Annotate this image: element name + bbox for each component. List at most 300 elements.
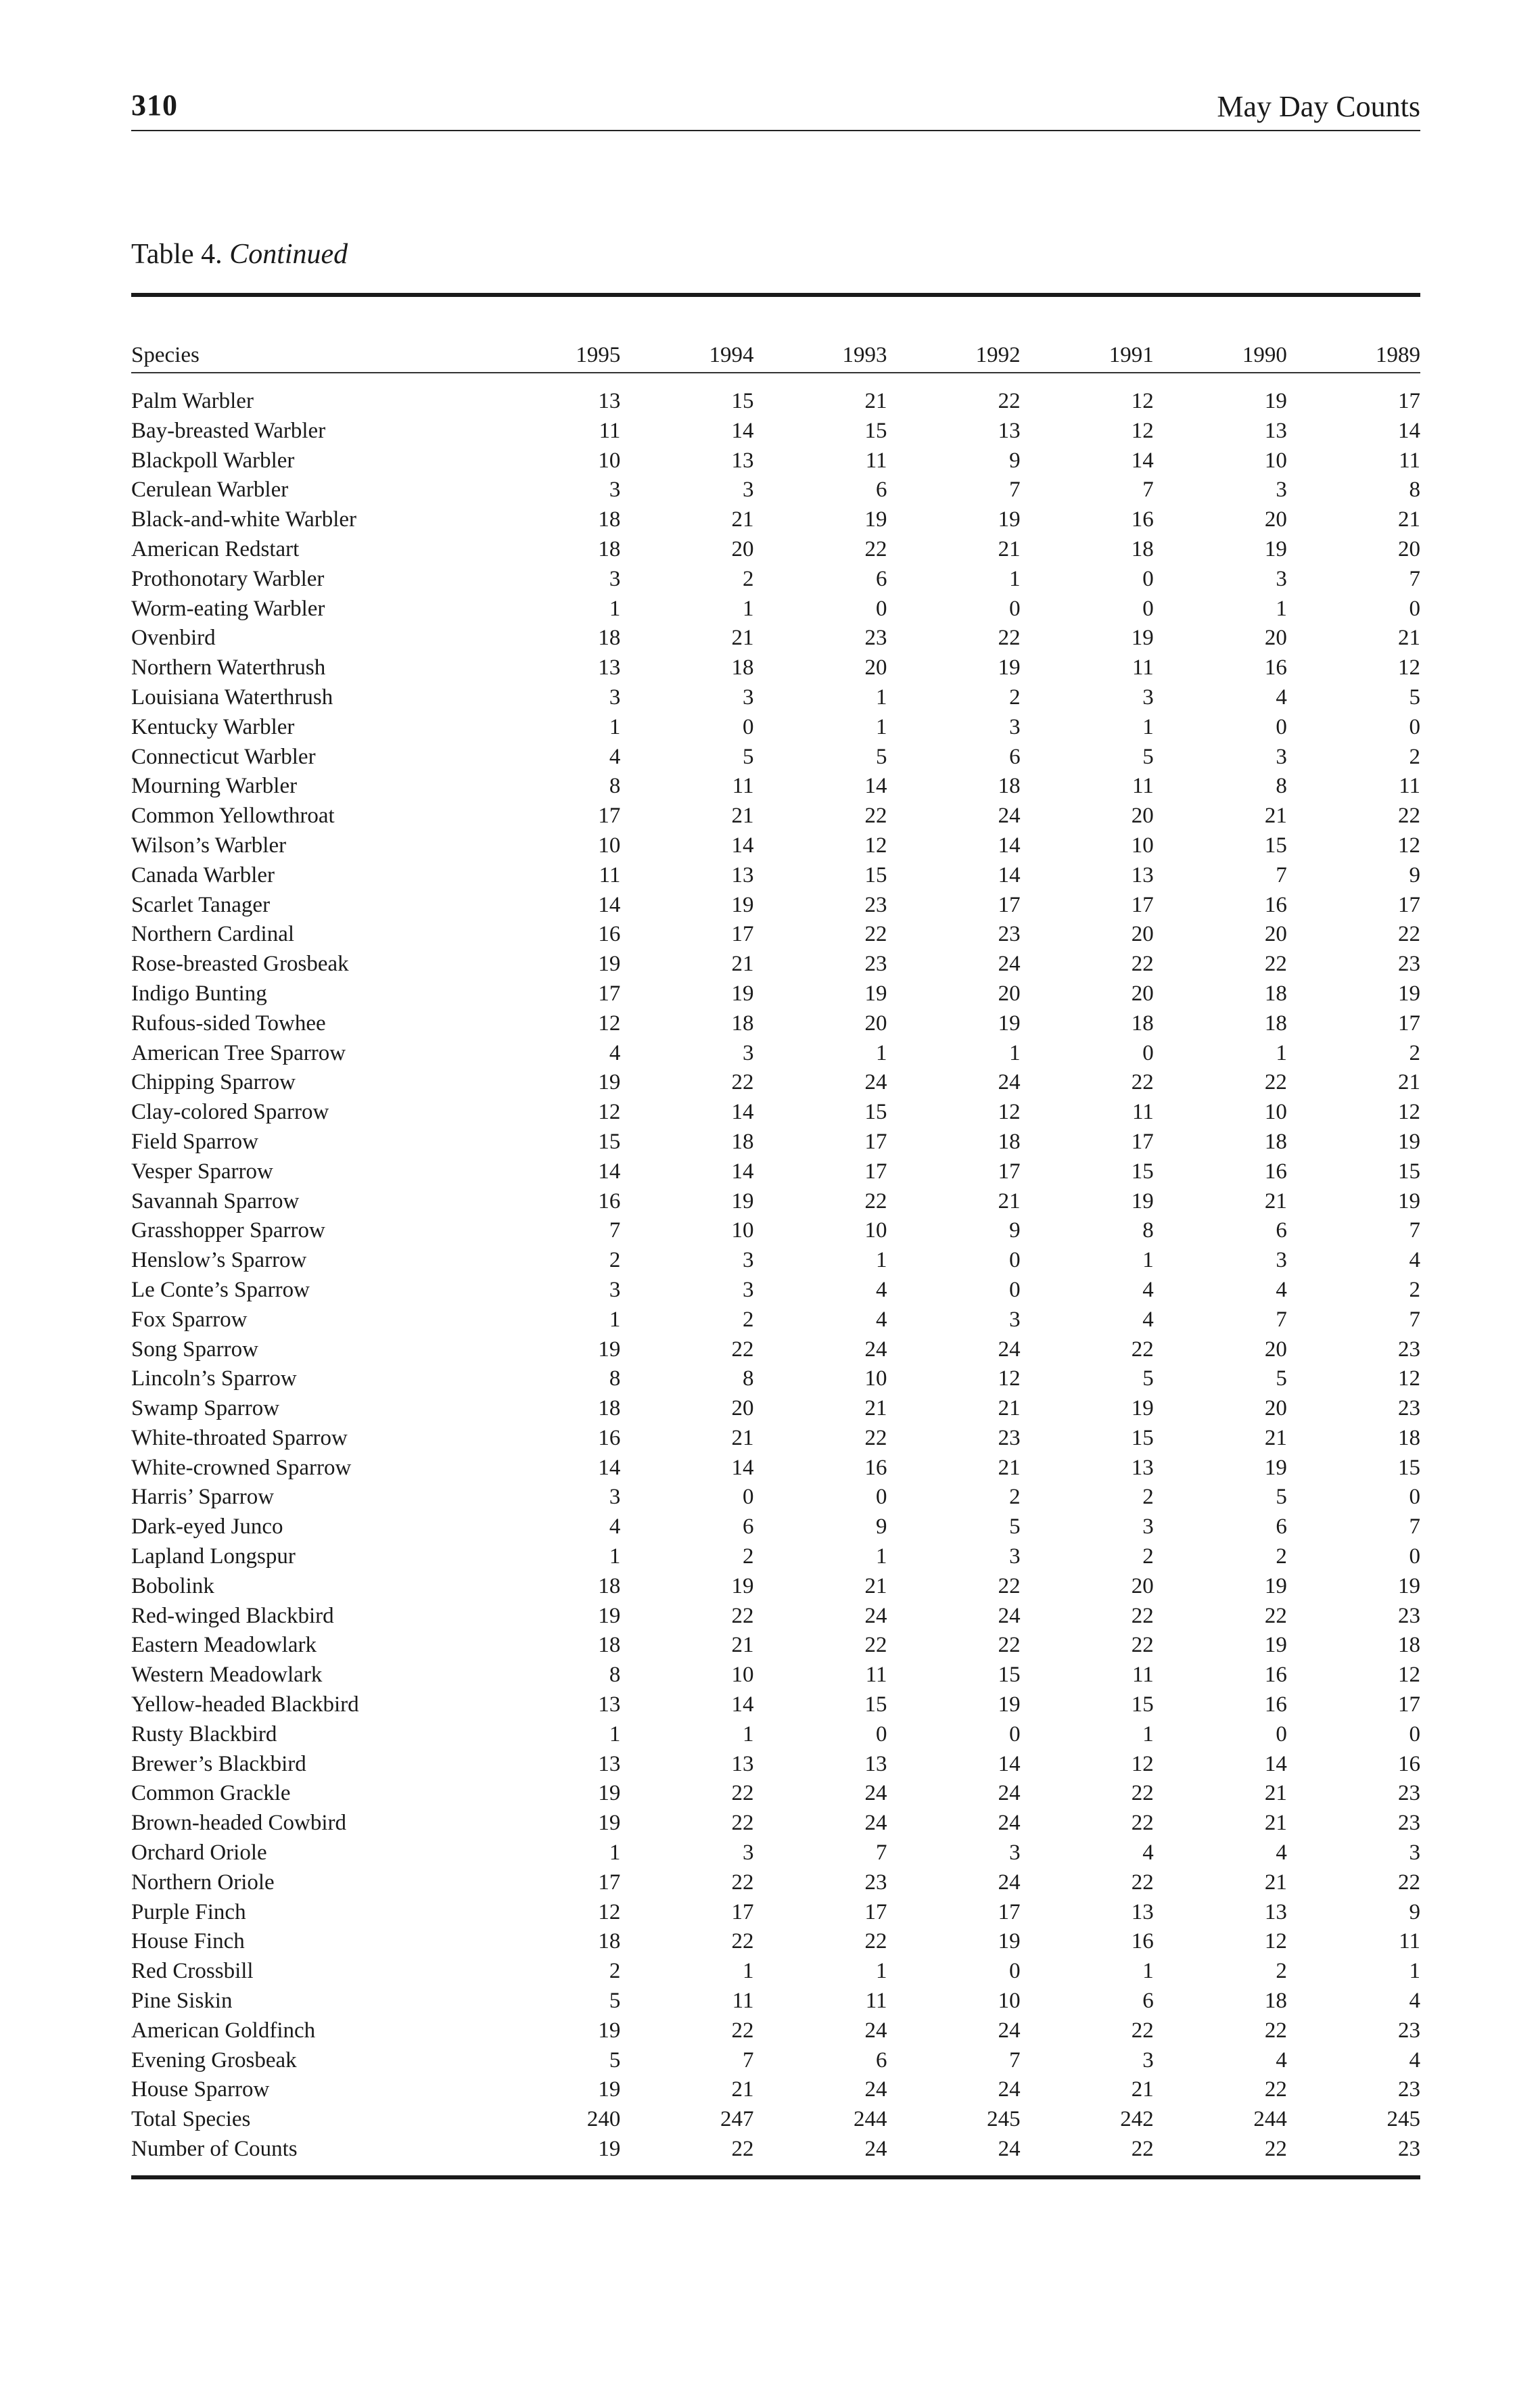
count-cell: 15 xyxy=(998,1663,1021,1688)
count-cell: 17 xyxy=(1398,1011,1420,1036)
count-cell: 13 xyxy=(598,1751,621,1776)
count-cell: 0 xyxy=(1276,714,1287,739)
count-cell: 22 xyxy=(1398,922,1420,947)
count-cell: 21 xyxy=(1264,1811,1287,1836)
species-name: Dark-eyed Junco xyxy=(131,1514,283,1539)
species-name: Bobolink xyxy=(131,1573,214,1598)
count-cell: 13 xyxy=(864,1751,887,1776)
count-cell: 24 xyxy=(998,952,1021,977)
count-cell: 19 xyxy=(998,507,1021,532)
count-cell: 21 xyxy=(864,389,887,413)
count-cell: 21 xyxy=(864,1396,887,1421)
count-cell: 22 xyxy=(731,1870,754,1895)
table-row xyxy=(131,1631,1420,1661)
table-row xyxy=(131,2046,1420,2076)
count-cell: 15 xyxy=(864,1692,887,1717)
species-name: Pine Siskin xyxy=(131,1989,233,2014)
count-cell: 19 xyxy=(998,1011,1021,1036)
count-cell: 17 xyxy=(1131,892,1154,917)
count-cell: 20 xyxy=(1398,536,1420,561)
count-cell: 10 xyxy=(864,1218,887,1243)
count-cell: 8 xyxy=(609,1663,621,1688)
count-cell: 19 xyxy=(998,1692,1021,1717)
count-cell: 7 xyxy=(1409,1218,1420,1243)
count-cell: 0 xyxy=(1009,596,1021,621)
count-cell: 4 xyxy=(1142,1277,1154,1302)
count-cell: 8 xyxy=(1409,478,1420,503)
species-name: Rose-breasted Grosbeak xyxy=(131,952,349,977)
count-cell: 19 xyxy=(598,2018,621,2043)
count-cell: 23 xyxy=(864,626,887,651)
count-cell: 24 xyxy=(998,1870,1021,1895)
count-cell: 5 xyxy=(1142,744,1154,769)
count-cell: 2 xyxy=(742,1544,754,1569)
count-cell: 15 xyxy=(1131,1425,1154,1450)
count-cell: 6 xyxy=(1142,1989,1154,2014)
count-cell: 11 xyxy=(1399,1929,1420,1954)
count-cell: 14 xyxy=(598,1159,621,1184)
count-cell: 1 xyxy=(876,1544,887,1569)
count-cell: 13 xyxy=(998,418,1021,443)
table-row xyxy=(131,950,1420,979)
count-cell: 0 xyxy=(1409,1544,1420,1569)
table-row xyxy=(131,1720,1420,1750)
count-cell: 21 xyxy=(731,2077,754,2102)
count-cell: 3 xyxy=(609,478,621,503)
count-cell: 22 xyxy=(1131,2137,1154,2162)
count-cell: 15 xyxy=(1131,1159,1154,1184)
species-name: Prothonotary Warbler xyxy=(131,566,325,591)
count-cell: 1 xyxy=(1009,1040,1021,1065)
table-row xyxy=(131,1128,1420,1157)
species-name: Field Sparrow xyxy=(131,1129,258,1154)
count-cell: 3 xyxy=(1142,1514,1154,1539)
count-cell: 22 xyxy=(731,1781,754,1806)
count-cell: 2 xyxy=(1409,1277,1420,1302)
count-cell: 22 xyxy=(731,1811,754,1836)
count-cell: 5 xyxy=(1409,685,1420,710)
count-cell: 7 xyxy=(1276,862,1287,887)
species-name: Clay-colored Sparrow xyxy=(131,1100,329,1125)
count-cell: 19 xyxy=(731,1573,754,1598)
table-row xyxy=(131,802,1420,831)
count-cell: 22 xyxy=(998,1573,1021,1598)
count-cell: 6 xyxy=(876,566,887,591)
count-cell: 7 xyxy=(876,1840,887,1866)
count-cell: 14 xyxy=(598,1455,621,1480)
page-number: 310 xyxy=(131,89,178,122)
column-header-year: 1991 xyxy=(1109,343,1154,367)
count-cell: 13 xyxy=(598,655,621,680)
count-cell: 22 xyxy=(731,1337,754,1362)
species-name: Rufous-sided Towhee xyxy=(131,1011,326,1036)
column-header-year: 1989 xyxy=(1376,343,1420,367)
species-name: Yellow-headed Blackbird xyxy=(131,1692,359,1717)
count-cell: 10 xyxy=(598,448,621,473)
count-cell: 3 xyxy=(1009,1840,1021,1866)
table-row xyxy=(131,417,1420,446)
species-name: House Finch xyxy=(131,1929,245,1954)
count-cell: 0 xyxy=(1409,1485,1420,1510)
count-cell: 12 xyxy=(864,833,887,858)
table-row xyxy=(131,1216,1420,1246)
column-header-year: 1993 xyxy=(842,343,887,367)
count-cell: 0 xyxy=(1142,596,1154,621)
count-cell: 19 xyxy=(731,892,754,917)
count-cell: 17 xyxy=(1131,1129,1154,1154)
count-cell: 0 xyxy=(1276,1721,1287,1746)
count-cell: 1 xyxy=(1142,1248,1154,1273)
count-cell: 19 xyxy=(1264,1573,1287,1598)
species-name: Black-and-white Warbler xyxy=(131,507,357,532)
count-cell: 12 xyxy=(1398,655,1420,680)
count-cell: 18 xyxy=(598,507,621,532)
count-cell: 8 xyxy=(742,1366,754,1391)
count-cell: 16 xyxy=(598,1425,621,1450)
count-cell: 4 xyxy=(1409,1248,1420,1273)
count-cell: 14 xyxy=(731,833,754,858)
count-cell: 15 xyxy=(1398,1455,1420,1480)
count-cell: 1 xyxy=(609,714,621,739)
count-cell: 3 xyxy=(1142,2047,1154,2073)
count-cell: 21 xyxy=(864,1573,887,1598)
running-title: May Day Counts xyxy=(1217,90,1420,123)
count-cell: 22 xyxy=(1398,804,1420,829)
count-cell: 24 xyxy=(998,2077,1021,2102)
table-row xyxy=(131,1779,1420,1809)
count-cell: 19 xyxy=(864,981,887,1006)
count-cell: 17 xyxy=(998,892,1021,917)
species-name: Eastern Meadowlark xyxy=(131,1633,317,1658)
count-cell: 12 xyxy=(1398,1663,1420,1688)
count-cell: 18 xyxy=(598,1633,621,1658)
count-cell: 1 xyxy=(1409,1959,1420,1984)
count-cell: 3 xyxy=(1009,1307,1021,1332)
table-row xyxy=(131,1542,1420,1572)
count-cell: 18 xyxy=(1264,981,1287,1006)
count-cell: 21 xyxy=(998,536,1021,561)
species-name: Common Yellowthroat xyxy=(131,804,335,829)
count-cell: 245 xyxy=(987,2107,1021,2132)
table-row xyxy=(131,1572,1420,1602)
table-row xyxy=(131,831,1420,861)
table-row xyxy=(131,2016,1420,2046)
count-cell: 17 xyxy=(1398,1692,1420,1717)
table-row xyxy=(131,476,1420,505)
count-cell: 3 xyxy=(1409,1840,1420,1866)
count-cell: 19 xyxy=(598,1070,621,1095)
count-cell: 7 xyxy=(1142,478,1154,503)
count-cell: 13 xyxy=(598,1692,621,1717)
count-cell: 1 xyxy=(609,1840,621,1866)
table-row xyxy=(131,1068,1420,1098)
count-cell: 1 xyxy=(1142,1721,1154,1746)
count-cell: 3 xyxy=(742,1040,754,1065)
count-cell: 23 xyxy=(998,922,1021,947)
count-cell: 1 xyxy=(1142,714,1154,739)
count-cell: 17 xyxy=(598,981,621,1006)
count-cell: 23 xyxy=(1398,952,1420,977)
count-cell: 21 xyxy=(731,1633,754,1658)
table-caption xyxy=(131,238,348,271)
count-cell: 1 xyxy=(742,1721,754,1746)
count-cell: 4 xyxy=(1276,685,1287,710)
count-cell: 20 xyxy=(864,655,887,680)
count-cell: 21 xyxy=(1264,1870,1287,1895)
count-cell: 13 xyxy=(1131,1899,1154,1924)
count-cell: 2 xyxy=(1409,744,1420,769)
count-cell: 21 xyxy=(731,804,754,829)
count-cell: 2 xyxy=(1142,1544,1154,1569)
species-name: Canada Warbler xyxy=(131,862,275,887)
count-cell: 20 xyxy=(1264,507,1287,532)
table-row xyxy=(131,1098,1420,1128)
count-cell: 14 xyxy=(1398,418,1420,443)
table-header-row xyxy=(131,338,1420,373)
count-cell: 19 xyxy=(1398,1188,1420,1213)
count-cell: 4 xyxy=(609,1514,621,1539)
table-row xyxy=(131,861,1420,891)
count-cell: 16 xyxy=(1264,1159,1287,1184)
count-cell: 13 xyxy=(731,1751,754,1776)
table-row xyxy=(131,1187,1420,1217)
count-cell: 14 xyxy=(864,774,887,799)
count-cell: 0 xyxy=(1009,1248,1021,1273)
count-cell: 4 xyxy=(609,744,621,769)
count-cell: 10 xyxy=(1264,448,1287,473)
table-row xyxy=(131,1809,1420,1838)
count-cell: 8 xyxy=(1276,774,1287,799)
count-cell: 0 xyxy=(1009,1277,1021,1302)
count-cell: 22 xyxy=(1131,1811,1154,1836)
count-cell: 16 xyxy=(1131,1929,1154,1954)
count-cell: 24 xyxy=(998,1781,1021,1806)
count-cell: 18 xyxy=(598,536,621,561)
count-cell: 23 xyxy=(1398,1337,1420,1362)
count-cell: 24 xyxy=(998,804,1021,829)
table-row xyxy=(131,565,1420,595)
count-cell: 21 xyxy=(998,1396,1021,1421)
count-cell: 15 xyxy=(1264,833,1287,858)
species-name: Henslow’s Sparrow xyxy=(131,1248,307,1273)
count-cell: 22 xyxy=(1131,1870,1154,1895)
count-cell: 9 xyxy=(1409,1899,1420,1924)
count-cell: 13 xyxy=(598,389,621,413)
species-count-table xyxy=(131,338,1420,2164)
count-cell: 9 xyxy=(1009,1218,1021,1243)
table-row xyxy=(131,653,1420,683)
count-cell: 1 xyxy=(876,714,887,739)
column-header-year: 1990 xyxy=(1242,343,1287,367)
count-cell: 4 xyxy=(1276,1277,1287,1302)
column-header-year: 1994 xyxy=(709,343,754,367)
count-cell: 21 xyxy=(1264,1188,1287,1213)
table-top-rule xyxy=(131,293,1420,297)
count-cell: 19 xyxy=(598,1337,621,1362)
species-name: Rusty Blackbird xyxy=(131,1721,277,1746)
count-cell: 18 xyxy=(1264,1989,1287,2014)
count-cell: 23 xyxy=(1398,1603,1420,1628)
count-cell: 4 xyxy=(876,1277,887,1302)
column-header-species: Species xyxy=(131,343,200,367)
count-cell: 23 xyxy=(1398,1396,1420,1421)
count-cell: 9 xyxy=(1409,862,1420,887)
count-cell: 21 xyxy=(731,952,754,977)
count-cell: 19 xyxy=(598,1811,621,1836)
count-cell: 19 xyxy=(998,1929,1021,1954)
count-cell: 7 xyxy=(609,1218,621,1243)
count-cell: 1 xyxy=(876,1959,887,1984)
count-cell: 13 xyxy=(1264,1899,1287,1924)
species-name: Savannah Sparrow xyxy=(131,1188,300,1213)
count-cell: 19 xyxy=(864,507,887,532)
table-row xyxy=(131,713,1420,743)
count-cell: 12 xyxy=(1398,833,1420,858)
count-cell: 10 xyxy=(1264,1100,1287,1125)
count-cell: 7 xyxy=(1409,1514,1420,1539)
species-name: Lapland Longspur xyxy=(131,1544,296,1569)
count-cell: 5 xyxy=(609,1989,621,2014)
count-cell: 24 xyxy=(864,1781,887,1806)
table-caption-continued: Continued xyxy=(229,239,348,270)
count-cell: 16 xyxy=(1131,507,1154,532)
count-cell: 12 xyxy=(1131,418,1154,443)
species-name: Connecticut Warbler xyxy=(131,744,316,769)
count-cell: 0 xyxy=(742,714,754,739)
count-cell: 1 xyxy=(742,1959,754,1984)
table-row xyxy=(131,1276,1420,1305)
count-cell: 4 xyxy=(1409,1989,1420,2014)
count-cell: 19 xyxy=(1398,1573,1420,1598)
count-cell: 21 xyxy=(1398,626,1420,651)
species-name: Northern Cardinal xyxy=(131,922,295,947)
count-cell: 19 xyxy=(1131,626,1154,651)
count-cell: 21 xyxy=(1264,804,1287,829)
count-cell: 18 xyxy=(1264,1129,1287,1154)
count-cell: 18 xyxy=(998,774,1021,799)
count-cell: 1 xyxy=(876,685,887,710)
count-cell: 2 xyxy=(742,566,754,591)
species-name: Purple Finch xyxy=(131,1899,246,1924)
table-row xyxy=(131,2075,1420,2105)
count-cell: 7 xyxy=(1276,1307,1287,1332)
count-cell: 14 xyxy=(998,862,1021,887)
count-cell: 22 xyxy=(1131,2018,1154,2043)
count-cell: 2 xyxy=(1409,1040,1420,1065)
table-row xyxy=(131,1009,1420,1039)
count-cell: 21 xyxy=(1398,1070,1420,1095)
count-cell: 21 xyxy=(731,626,754,651)
count-cell: 19 xyxy=(598,2077,621,2102)
count-cell: 20 xyxy=(1264,626,1287,651)
count-cell: 15 xyxy=(598,1129,621,1154)
count-cell: 16 xyxy=(864,1455,887,1480)
count-cell: 247 xyxy=(720,2107,754,2132)
species-name: Red Crossbill xyxy=(131,1959,254,1984)
count-cell: 20 xyxy=(1131,922,1154,947)
count-cell: 16 xyxy=(598,922,621,947)
species-name: Palm Warbler xyxy=(131,389,254,413)
table-row xyxy=(131,1868,1420,1898)
count-cell: 4 xyxy=(609,1040,621,1065)
count-cell: 13 xyxy=(1131,862,1154,887)
table-row xyxy=(131,1602,1420,1631)
count-cell: 19 xyxy=(1398,981,1420,1006)
count-cell: 19 xyxy=(1131,1396,1154,1421)
count-cell: 0 xyxy=(876,596,887,621)
count-cell: 16 xyxy=(1264,892,1287,917)
count-cell: 23 xyxy=(1398,2077,1420,2102)
count-cell: 20 xyxy=(1131,804,1154,829)
count-cell: 3 xyxy=(1009,714,1021,739)
table-row xyxy=(131,1661,1420,1690)
count-cell: 0 xyxy=(876,1485,887,1510)
species-name: Ovenbird xyxy=(131,626,216,651)
table-row xyxy=(131,1483,1420,1512)
species-name: White-throated Sparrow xyxy=(131,1425,348,1450)
count-cell: 11 xyxy=(732,774,754,799)
count-cell: 8 xyxy=(609,1366,621,1391)
species-name: Lincoln’s Sparrow xyxy=(131,1366,297,1391)
count-cell: 4 xyxy=(1276,1840,1287,1866)
count-cell: 22 xyxy=(998,1633,1021,1658)
count-cell: 6 xyxy=(1009,744,1021,769)
table-row xyxy=(131,1039,1420,1069)
count-cell: 17 xyxy=(864,1129,887,1154)
count-cell: 7 xyxy=(742,2047,754,2073)
count-cell: 20 xyxy=(1264,1396,1287,1421)
count-cell: 19 xyxy=(1264,1633,1287,1658)
count-cell: 21 xyxy=(998,1455,1021,1480)
count-cell: 12 xyxy=(1264,1929,1287,1954)
count-cell: 244 xyxy=(854,2107,887,2132)
species-name: Northern Oriole xyxy=(131,1870,275,1895)
count-cell: 5 xyxy=(742,744,754,769)
count-cell: 22 xyxy=(864,536,887,561)
count-cell: 12 xyxy=(998,1366,1021,1391)
count-cell: 1 xyxy=(609,1544,621,1569)
count-cell: 18 xyxy=(998,1129,1021,1154)
count-cell: 10 xyxy=(598,833,621,858)
count-cell: 17 xyxy=(864,1899,887,1924)
species-name: Swamp Sparrow xyxy=(131,1396,280,1421)
count-cell: 5 xyxy=(1276,1366,1287,1391)
count-cell: 18 xyxy=(1398,1633,1420,1658)
count-cell: 24 xyxy=(998,1070,1021,1095)
count-cell: 16 xyxy=(598,1188,621,1213)
count-cell: 11 xyxy=(1132,655,1154,680)
table-row xyxy=(131,1987,1420,2016)
table-row xyxy=(131,1898,1420,1928)
count-cell: 4 xyxy=(1142,1840,1154,1866)
count-cell: 2 xyxy=(742,1307,754,1332)
count-cell: 1 xyxy=(876,1248,887,1273)
count-cell: 17 xyxy=(1398,389,1420,413)
count-cell: 3 xyxy=(1276,478,1287,503)
count-cell: 17 xyxy=(998,1899,1021,1924)
count-cell: 11 xyxy=(1399,774,1420,799)
count-cell: 23 xyxy=(864,1870,887,1895)
species-name: Indigo Bunting xyxy=(131,981,267,1006)
count-cell: 11 xyxy=(865,1663,887,1688)
species-name: Scarlet Tanager xyxy=(131,892,271,917)
count-cell: 21 xyxy=(1264,1781,1287,1806)
count-cell: 5 xyxy=(1276,1485,1287,1510)
count-cell: 23 xyxy=(1398,2137,1420,2162)
count-cell: 22 xyxy=(731,1603,754,1628)
count-cell: 1 xyxy=(1142,1959,1154,1984)
count-cell: 17 xyxy=(864,1159,887,1184)
